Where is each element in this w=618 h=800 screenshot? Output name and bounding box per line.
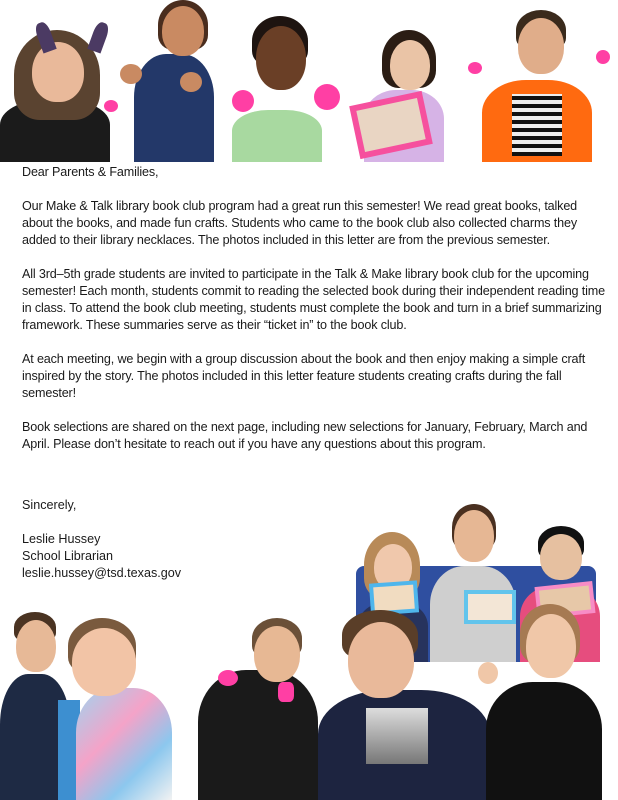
letter-body <box>22 164 607 470</box>
student-photo-3 <box>218 4 336 162</box>
top-photo-strip <box>0 0 618 162</box>
paragraph-2: All 3rd–5th grade students are invited to participate in the Talk & Make library book club for the upcoming semester! Each month, students commit to reading the selected book during their independent reading time in class. To attend the book club meeting, students must complete the book and turn in a brief summarizing framework. These summaries serve as their “ticket in” to the book club. <box>22 267 605 332</box>
pink-charm-craft <box>232 90 254 112</box>
bottom-photo-strip <box>0 600 618 800</box>
paragraph-3: At each meeting, we begin with a group discussion about the book and then enjoy making a simple craft inspired by the story. The photos included in this letter feature students creating crafts during the fall semester! <box>22 352 586 400</box>
paragraph-4: Book selections are shared on the next page, including new selections for January, February, March and April. Please don’t hesitate to reach out if you have any questions about this program. <box>22 420 588 451</box>
paragraph-1: Our Make & Talk library book club program had a great run this semester! We read great books, talked about the books, and made fun crafts. Students who came to the book club also collected charms they added to their library necklaces. The photos included in this letter are from the previous semester. <box>22 199 578 247</box>
student-photo-1 <box>0 4 120 162</box>
signature-block <box>22 497 181 582</box>
signature-email[interactable]: leslie.hussey@tsd.texas.gov <box>22 566 182 580</box>
signature-title: School Librarian <box>22 549 114 563</box>
pink-charm-craft <box>218 670 238 686</box>
salutation: Dear Parents & Families, <box>22 165 159 179</box>
closing: Sincerely, <box>22 498 77 512</box>
student-photo-10 <box>470 604 604 800</box>
student-photo-4 <box>330 4 460 162</box>
signature-name: Leslie Hussey <box>22 532 101 546</box>
student-photo-2 <box>110 0 230 162</box>
pink-charm-craft <box>278 682 294 702</box>
student-photo-5 <box>466 4 618 162</box>
student-photo-8 <box>170 606 322 800</box>
